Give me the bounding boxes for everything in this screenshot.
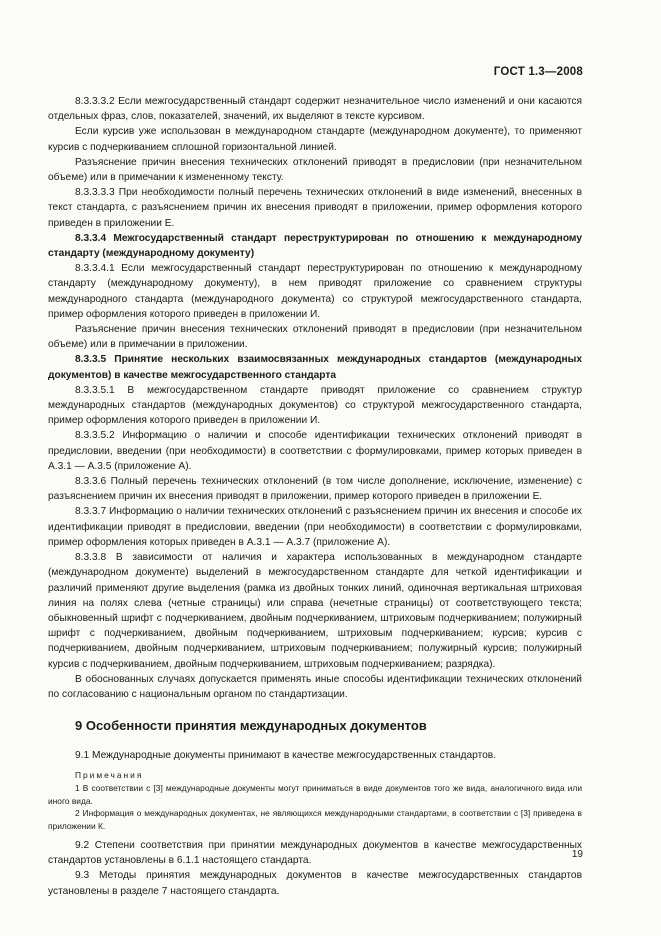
paragraph: 8.3.3.7 Информацию о наличии технических отклонений с разъяснением причин их внесения и способе их идентификации приводят в предисловии, введении (при необходимости) в соответствии с формулировками, пример оформления которых приведен в А.3.1 — А.3.7 (приложение А). (48, 506, 582, 548)
section-heading: 9 Особенности принятия международных документов (75, 718, 427, 734)
paragraph: 8.3.3.8 В зависимости от наличия и характера использованных в международном стандарте (международном документе) выделений в межгосударственном стандарте для четкой идентификации и различий применяют другие выделения (рамка из двойных тонких линий, одиночная вертикальная штриховая линия на полях слева (четные страницы) или справа (нечетные страницы) от соответствующего текста; обыкновенный шрифт с подчеркиванием, двойным подчеркиванием, штриховым подчеркиванием; полужирный шрифт с подчеркиванием, двойным подчеркиванием, штриховым подчеркиванием; курсив; курсив с подчеркиванием, двойным подчеркиванием, штриховым подчеркиванием; полужирный курсив; полужирный курсив с подчеркиванием, двойным подчеркиванием, штриховым подчеркиванием; разрядка). (48, 552, 582, 670)
document-id: ГОСТ 1.3—2008 (493, 66, 583, 78)
paragraph: 9.3 Методы принятия международных документов в качестве межгосударственных стандартов установлены в разделе 7 настоящего стандарта. (48, 870, 582, 897)
paragraph: Разъяснение причин внесения технических отклонений приводят в предисловии (при незначительном объеме) или в примечании в приложении. (48, 324, 582, 351)
note: 2 Информация о международных документах, не являющихся международными стандартами, в соответствии с [3] приведена в приложении К. (48, 808, 582, 831)
paragraph: 8.3.3.4.1 Если межгосударственный стандарт переструктурирован по отношению к международному стандарту (международному документу), в нем приводят приложение со сравнением структуры международного стандарта (международного документа) со структурой межгосударственного стандарта, пример оформления которого приведен в приложении И. (48, 263, 582, 320)
paragraph: 8.3.3.3.3 При необходимости полный перечень технических отклонений в виде изменений, внесенных в текст стандарта, с разъяснением причин их внесения приводят в приложении, пример оформления которого приведен в приложении Е. (48, 187, 582, 229)
page-body (48, 94, 582, 899)
notes-title: Примечания (75, 770, 144, 781)
paragraph: Если курсив уже использован в международном стандарте (международном документе), то применяют курсив с подчеркиванием сплошной горизонтальной линией. (48, 126, 582, 153)
page-number: 19 (571, 849, 583, 860)
paragraph: 8.3.3.3.2 Если межгосударственный стандарт содержит незначительное число изменений и они касаются отдельных фраз, слов, показателей, значений, их выделяют в тексте курсивом. (48, 96, 582, 123)
note: 1 В соответствии с [3] международные документы могут приниматься в виде документов того же вида, аналогичного вида или иного вида. (48, 783, 582, 806)
subsection-heading: 8.3.3.5 Принятие нескольких взаимосвязанных международных стандартов (международных документов) в качестве межгосударственного стандарта (48, 354, 582, 381)
paragraph: 9.2 Степени соответствия при принятии международных документов в качестве межгосударственных стандартов установлены в 6.1.1 настоящего стандарта. (48, 839, 582, 867)
paragraph: 8.3.3.5.2 Информацию о наличии и способе идентификации технических отклонений приводят в предисловии, введении (при необходимости) в соответствии с формулировками, пример которых приведен в А.3.1 — А.3.5 (приложение А). (48, 430, 582, 472)
subsection-heading: 8.3.3.4 Межгосударственный стандарт переструктурирован по отношению к международному стандарту (международному документу) (48, 232, 582, 260)
paragraph: 9.1 Международные документы принимают в качестве межгосударственных стандартов. (75, 750, 497, 762)
paragraph: Разъяснение причин внесения технических отклонений приводят в предисловии (при незначительном объеме) или в примечании к измененному тексту. (48, 156, 582, 184)
paragraph: 8.3.3.5.1 В межгосударственном стандарте приводят приложение со сравнением структур международных стандартов (международных документов) со структурой межгосударственного стандарта, пример оформления которого приведен в приложении И. (48, 384, 582, 427)
paragraph: 8.3.3.6 Полный перечень технических отклонений (в том числе дополнение, исключение, изменение) с разъяснением причин их внесения приводят в приложении, пример которого приведен в приложении Е. (48, 476, 582, 503)
paragraph: В обоснованных случаях допускается применять иные способы идентификации технических отклонений по согласованию с национальным органом по стандартизации. (48, 673, 582, 700)
